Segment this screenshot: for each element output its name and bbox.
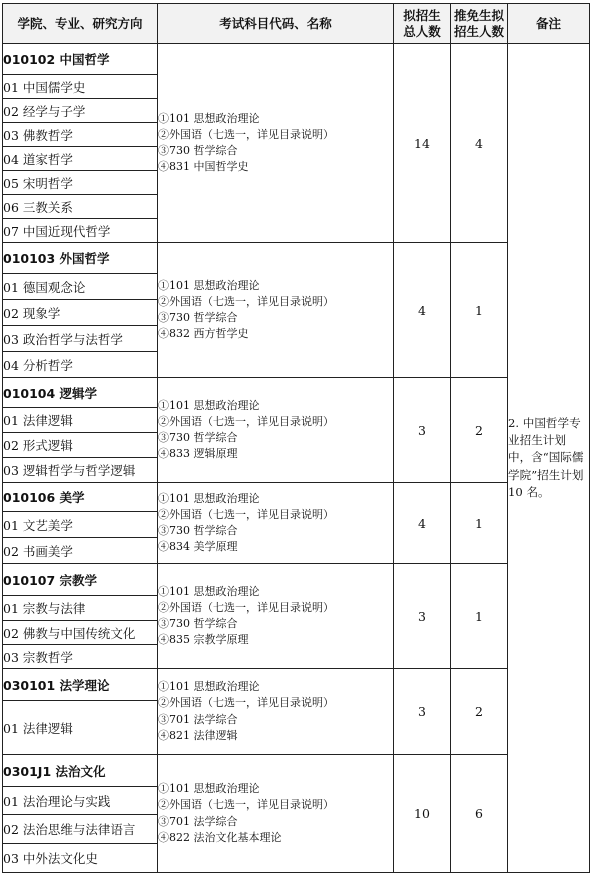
exam-subject: ①101 思想政治理论 <box>158 782 260 796</box>
exam-subject: ②外国语（七选一，详见目录说明） <box>158 414 334 428</box>
header-recommended <box>451 4 508 44</box>
header-planned <box>394 4 451 44</box>
research-direction: 01 法治理论与实践 <box>3 787 158 815</box>
research-direction: 05 宋明哲学 <box>3 171 158 195</box>
research-direction: 01 法律逻辑 <box>3 701 158 755</box>
research-direction: 06 三教关系 <box>3 195 158 219</box>
research-direction: 01 德国观念论 <box>3 274 158 300</box>
research-direction: 02 形式逻辑 <box>3 433 158 458</box>
research-direction: 02 经学与子学 <box>3 99 158 123</box>
recommended-count: 1 <box>451 483 508 564</box>
exam-subjects-cell <box>158 669 394 755</box>
planned-count: 4 <box>394 483 451 564</box>
research-direction: 02 现象学 <box>3 300 158 326</box>
research-direction: 03 中外法文化史 <box>3 844 158 873</box>
major-cell: 010106 美学 <box>3 483 158 512</box>
remarks-note: 2. 中国哲学专业招生计划中，含“国际儒学院”招生计划 10 名。 <box>508 44 590 873</box>
exam-subject: ③701 法学综合 <box>158 712 238 726</box>
exam-subject: ③730 哲学综合 <box>158 311 238 324</box>
table-row <box>3 243 590 274</box>
exam-subject: ②外国语（七选一，详见目录说明） <box>158 294 334 308</box>
exam-subject: ④821 法律逻辑 <box>158 728 238 742</box>
exam-subject: ③730 哲学综合 <box>158 524 238 537</box>
table-row <box>3 378 590 408</box>
research-direction: 04 道家哲学 <box>3 147 158 171</box>
enrollment-table <box>2 3 590 873</box>
header-exam: 考试科目代码、名称 <box>158 4 394 44</box>
research-direction: 03 佛教哲学 <box>3 123 158 147</box>
research-direction: 03 逻辑哲学与哲学逻辑 <box>3 458 158 483</box>
exam-subject: ③730 哲学综合 <box>158 617 238 630</box>
major-cell: 010107 宗教学 <box>3 564 158 596</box>
planned-count: 3 <box>394 564 451 669</box>
header-recommended-line1: 推免生拟 <box>453 7 504 23</box>
exam-subject: ①101 思想政治理论 <box>158 111 260 125</box>
exam-subject: ①101 思想政治理论 <box>158 398 260 412</box>
table-row <box>3 44 590 75</box>
exam-subject: ③701 法学综合 <box>158 814 238 828</box>
recommended-count: 2 <box>451 378 508 483</box>
major-cell: 0301J1 法治文化 <box>3 755 158 787</box>
exam-subjects-cell <box>158 378 394 483</box>
research-direction: 02 法治思维与法律语言 <box>3 815 158 844</box>
table-body <box>3 44 590 873</box>
exam-subject: ④834 美学原理 <box>158 540 238 554</box>
research-direction: 07 中国近现代哲学 <box>3 219 158 243</box>
research-direction: 01 中国儒学史 <box>3 75 158 99</box>
table-row <box>3 669 590 701</box>
exam-subjects-cell <box>158 483 394 564</box>
planned-count: 4 <box>394 243 451 378</box>
recommended-count: 6 <box>451 755 508 873</box>
exam-subjects-cell <box>158 243 394 378</box>
planned-count: 3 <box>394 378 451 483</box>
planned-count: 3 <box>394 669 451 755</box>
header-remarks: 备注 <box>508 4 590 44</box>
table-row <box>3 564 590 596</box>
exam-subject: ④835 宗教学原理 <box>158 633 249 647</box>
exam-subject: ①101 思想政治理论 <box>158 278 260 292</box>
exam-subject: ①101 思想政治理论 <box>158 584 260 598</box>
research-direction: 01 文艺美学 <box>3 512 158 538</box>
exam-subject: ④832 西方哲学史 <box>158 327 249 341</box>
major-cell: 010104 逻辑学 <box>3 378 158 408</box>
research-direction: 02 佛教与中国传统文化 <box>3 621 158 645</box>
research-direction: 03 宗教哲学 <box>3 645 158 669</box>
header-recommended-line2: 招生人数 <box>453 23 504 39</box>
research-direction: 01 宗教与法律 <box>3 596 158 621</box>
major-cell: 010103 外国哲学 <box>3 243 158 274</box>
exam-subject: ②外国语（七选一，详见目录说明） <box>158 507 334 521</box>
major-cell: 030101 法学理论 <box>3 669 158 701</box>
exam-subject: ③730 哲学综合 <box>158 144 238 157</box>
research-direction: 04 分析哲学 <box>3 352 158 378</box>
header-direction: 学院、专业、研究方向 <box>3 4 158 44</box>
recommended-count: 1 <box>451 564 508 669</box>
recommended-count: 2 <box>451 669 508 755</box>
planned-count: 10 <box>394 755 451 873</box>
table-row <box>3 483 590 512</box>
table-row <box>3 755 590 787</box>
exam-subject: ①101 思想政治理论 <box>158 680 260 694</box>
exam-subject: ②外国语（七选一，详见目录说明） <box>158 798 334 812</box>
exam-subject: ①101 思想政治理论 <box>158 491 260 505</box>
exam-subject: ④831 中国哲学史 <box>158 160 249 174</box>
exam-subjects-cell <box>158 564 394 669</box>
research-direction: 03 政治哲学与法哲学 <box>3 326 158 352</box>
header-planned-line2: 总人数 <box>403 23 441 39</box>
exam-subjects-cell <box>158 44 394 243</box>
major-cell: 010102 中国哲学 <box>3 44 158 75</box>
exam-subject: ②外国语（七选一，详见目录说明） <box>158 600 334 614</box>
exam-subject: ③730 哲学综合 <box>158 431 238 444</box>
exam-subject: ④833 逻辑原理 <box>158 447 238 461</box>
research-direction: 01 法律逻辑 <box>3 408 158 433</box>
planned-count: 14 <box>394 44 451 243</box>
research-direction: 02 书画美学 <box>3 538 158 564</box>
recommended-count: 4 <box>451 44 508 243</box>
header-row <box>3 4 590 44</box>
exam-subject: ②外国语（七选一，详见目录说明） <box>158 127 334 141</box>
recommended-count: 1 <box>451 243 508 378</box>
exam-subject: ④822 法治文化基本理论 <box>158 830 282 844</box>
exam-subjects-cell <box>158 755 394 873</box>
header-planned-line1: 拟招生 <box>403 7 441 23</box>
exam-subject: ②外国语（七选一，详见目录说明） <box>158 696 334 710</box>
